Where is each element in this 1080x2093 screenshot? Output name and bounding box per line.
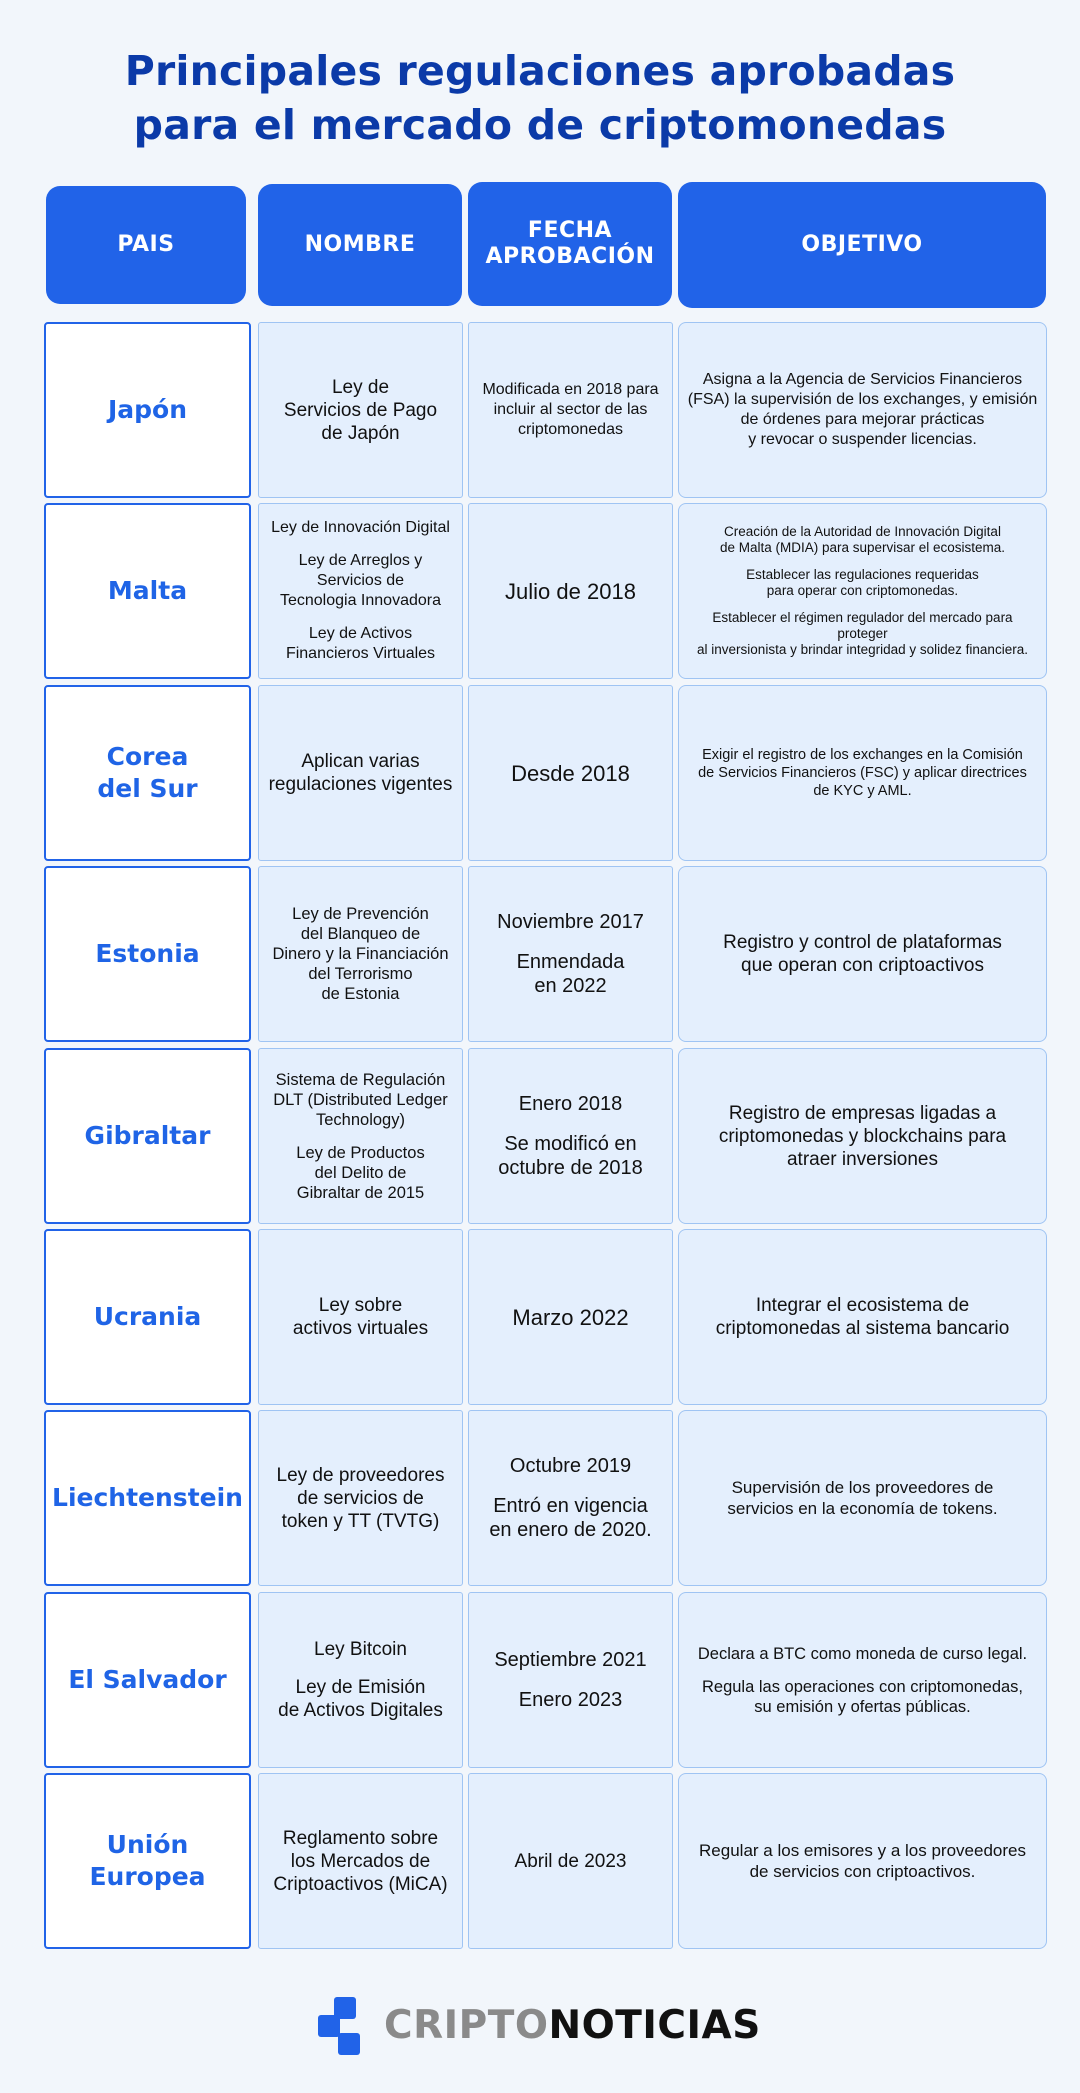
country-cell: Unión Europea xyxy=(44,1773,251,1949)
fecha-text: Enmendada en 2022 xyxy=(516,951,625,997)
objetivo-cell xyxy=(678,1592,1047,1768)
nombre-cell xyxy=(258,1592,463,1768)
page-title xyxy=(0,44,1080,152)
objetivo-text: Supervisión de los proveedores de servicios en la economía de tokens. xyxy=(727,1478,998,1518)
fecha-cell xyxy=(468,685,673,861)
logo-text-cripto: CRIPTO xyxy=(384,2002,549,2048)
fecha-cell xyxy=(468,1048,673,1224)
page-title-line2: para el mercado de criptomonedas xyxy=(133,101,947,149)
fecha-text: Marzo 2022 xyxy=(512,1304,629,1330)
objetivo-cell xyxy=(678,322,1047,498)
header-fecha-aprobacion: FECHA APROBACIÓN xyxy=(468,182,672,306)
objetivo-cell xyxy=(678,1773,1047,1949)
nombre-text: Sistema de Regulación DLT (Distributed Ledger Technology) xyxy=(273,1070,448,1129)
fecha-text: Abril de 2023 xyxy=(514,1850,627,1872)
objetivo-text: Integrar el ecosistema de criptomonedas al sistema bancario xyxy=(715,1295,1010,1339)
fecha-text: Noviembre 2017 xyxy=(497,911,644,933)
objetivo-cell xyxy=(678,866,1047,1042)
country-cell: Corea del Sur xyxy=(44,685,251,861)
nombre-text: Ley sobre activos virtuales xyxy=(292,1295,429,1339)
fecha-text: Septiembre 2021 xyxy=(494,1649,647,1671)
nombre-text: Ley de Servicios de Pago de Japón xyxy=(283,376,438,444)
country-cell: Malta xyxy=(44,503,251,679)
nombre-text: Ley de Activos Financieros Virtuales xyxy=(285,625,436,662)
nombre-cell xyxy=(258,1410,463,1586)
fecha-text: Entró en vigencia en enero de 2020. xyxy=(489,1495,652,1541)
fecha-cell xyxy=(468,503,673,679)
nombre-cell xyxy=(258,1773,463,1949)
objetivo-cell xyxy=(678,1048,1047,1224)
objetivo-cell xyxy=(678,503,1047,679)
fecha-cell xyxy=(468,866,673,1042)
fecha-text: Enero 2023 xyxy=(518,1689,623,1711)
fecha-text: Modificada en 2018 para incluir al sector de las criptomonedas xyxy=(482,381,659,438)
nombre-text: Ley de Arreglos y Servicios de Tecnologia Innovadora xyxy=(279,552,441,609)
country-cell: Liechtenstein xyxy=(44,1410,251,1586)
objetivo-text: Exigir el registro de los exchanges en la Comisión de Servicios Financieros (FSC) y aplicar directrices de KYC y AML. xyxy=(698,747,1027,799)
objetivo-text: Registro y control de plataformas que operan con criptoactivos xyxy=(723,932,1002,976)
nombre-cell xyxy=(258,1229,463,1405)
nombre-cell xyxy=(258,1048,463,1224)
fecha-cell xyxy=(468,1229,673,1405)
nombre-text: Ley Bitcoin xyxy=(314,1639,407,1660)
header-pais: PAIS xyxy=(46,186,246,304)
nombre-text: Reglamento sobre los Mercados de Criptoactivos (MiCA) xyxy=(273,1827,448,1895)
fecha-text: Octubre 2019 xyxy=(509,1455,632,1477)
fecha-cell xyxy=(468,1410,673,1586)
nombre-text: Ley de Innovación Digital xyxy=(271,519,450,536)
country-cell: El Salvador xyxy=(44,1592,251,1768)
fecha-cell xyxy=(468,322,673,498)
country-cell: Gibraltar xyxy=(44,1048,251,1224)
objetivo-text: Declara a BTC como moneda de curso legal. xyxy=(697,1644,1028,1663)
objetivo-text: Establecer el régimen regulador del mercado para proteger al inversionista y brindar integridad y solidez financiera. xyxy=(697,610,1028,657)
criptonoticias-logo xyxy=(318,1995,761,2055)
country-cell: Estonia xyxy=(44,866,251,1042)
fecha-cell xyxy=(468,1773,673,1949)
fecha-text: Desde 2018 xyxy=(511,760,630,786)
nombre-cell xyxy=(258,866,463,1042)
objetivo-cell xyxy=(678,1410,1047,1586)
fecha-text: Se modificó en octubre de 2018 xyxy=(498,1133,643,1179)
header-nombre: NOMBRE xyxy=(258,184,462,306)
fecha-text: Julio de 2018 xyxy=(505,578,636,604)
objetivo-cell xyxy=(678,685,1047,861)
fecha-cell xyxy=(468,1592,673,1768)
nombre-text: Ley de proveedores de servicios de token y TT (TVTG) xyxy=(276,1464,445,1532)
objetivo-text: Establecer las regulaciones requeridas para operar con criptomonedas. xyxy=(746,567,979,598)
nombre-text: Ley de Productos del Delito de Gibraltar de 2015 xyxy=(296,1143,425,1202)
objetivo-text: Registro de empresas ligadas a criptomonedas y blockchains para atraer inversiones xyxy=(718,1102,1007,1170)
fecha-text: Enero 2018 xyxy=(518,1093,623,1115)
stacked-squares-logo-icon xyxy=(318,1995,364,2055)
objetivo-cell xyxy=(678,1229,1047,1405)
objetivo-text: Creación de la Autoridad de Innovación Digital de Malta (MDIA) para supervisar el ecosistema. xyxy=(719,524,1006,555)
country-cell: Ucrania xyxy=(44,1229,251,1405)
objetivo-text: Asigna a la Agencia de Servicios Financieros (FSA) la supervisión de los exchanges, y emisión de órdenes para mejorar prácticas y revocar o suspender licencias. xyxy=(687,371,1038,448)
objetivo-text: Regular a los emisores y a los proveedores de servicios con criptoactivos. xyxy=(699,1841,1026,1881)
nombre-cell xyxy=(258,685,463,861)
nombre-cell xyxy=(258,503,463,679)
nombre-text: Ley de Emisión de Activos Digitales xyxy=(278,1677,443,1721)
logo-text-noticias: NOTICIAS xyxy=(548,2002,761,2048)
header-objetivo: OBJETIVO xyxy=(678,182,1046,308)
nombre-text: Aplican varias regulaciones vigentes xyxy=(268,751,453,795)
country-cell: Japón xyxy=(44,322,251,498)
nombre-text: Ley de Prevención del Blanqueo de Dinero y la Financiación del Terrorismo de Estonia xyxy=(272,905,449,1003)
nombre-cell xyxy=(258,322,463,498)
objetivo-text: Regula las operaciones con criptomonedas, su emisión y ofertas públicas. xyxy=(701,1677,1024,1716)
page-title-line1: Principales regulaciones aprobadas xyxy=(124,47,956,95)
